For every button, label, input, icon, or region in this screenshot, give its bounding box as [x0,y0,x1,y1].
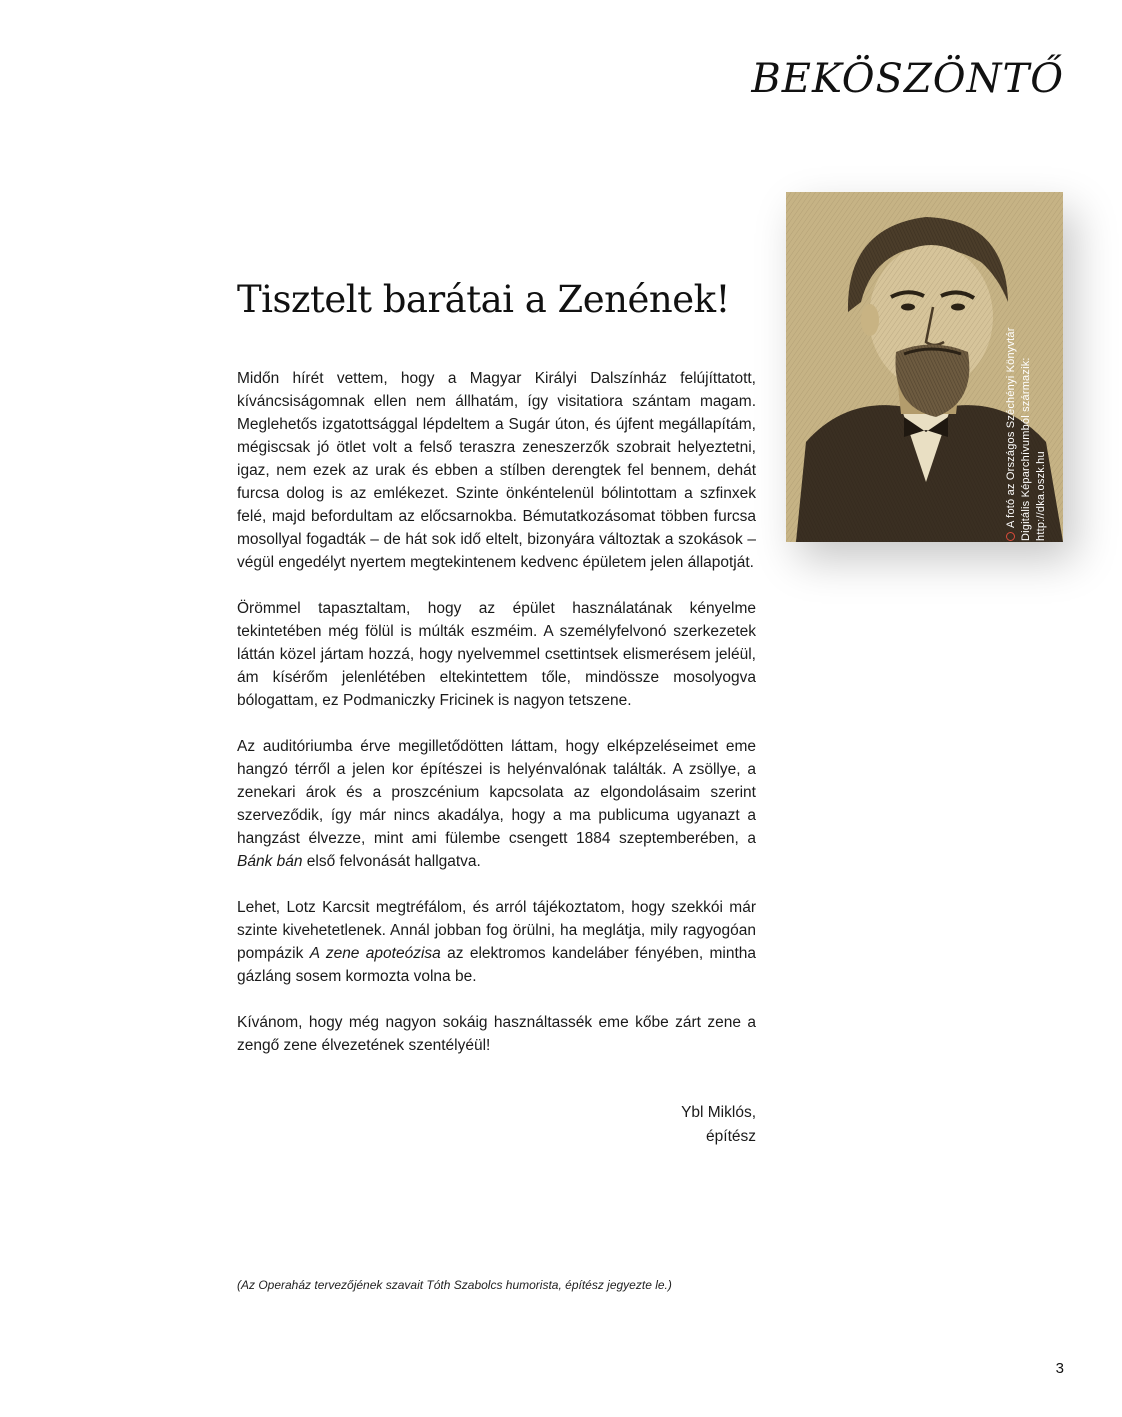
paragraph: Az auditóriumba érve megilletődötten láttam, hogy elképzeléseimet eme hangzó térről a jelen kor építészei is helyénvalónak találták. A zsöllye, a zenekari árok és a proszcénium kapcsolata az elgondolásaim szerint szerveződik, így már nincs akadálya, hogy a ma publicuma ugyanazt a hangzást élvezze, mint ami fülembe csengett 1884 szeptemberében, a Bánk bán első felvonását hallgatva. [237,738,756,870]
section-title: BEKÖSZÖNTŐ [751,56,1064,102]
signature-title: építész [706,1128,756,1145]
photo-credit-link: http://dka.oszk.hu [1035,451,1047,541]
credit-dot-icon [1006,532,1015,541]
photo-credit [1004,291,1049,541]
photo-credit-line: A fotó az Országos Széchényi Könyvtár [1004,291,1019,541]
letter-greeting: Tisztelt barátai a Zenének! [237,278,730,321]
signature-name: Ybl Miklós, [681,1104,756,1121]
signature [237,1101,756,1149]
paragraph: Midőn hírét vettem, hogy a Magyar Királyi Dalszínház felújíttatott, kíváncsiságomnak ellen nem állhatám, így visitatiora szántam magam. Meglehetős izgatottsággal lépdeltem a Sugár úton, és újfent megállapítám, mégiscsak jó ötlet volt a felső teraszra zeneszerzők szobrait helyeztetni, igaz, nem ezek az urak és ebben a stílben derengtek fel bennem, dehát furcsa dolog is az emlékezet. Szinte önkéntelenül bólintottam a szfinxek felé, majd befordultam az előcsarnokba. Bémutatkozásomat többen furcsa mosollyal fogadták – de hát sok idő eltelt, bizonyára változtak a szokások – végül engedélyt nyertem megtekintenem kedvenc épületem jelen állapotját. [237,370,756,571]
work-title: Bánk bán [237,853,303,870]
footnote: (Az Operaház tervezőjének szavait Tóth Szabolcs humorista, építész jegyezte le.) [237,1278,672,1292]
photo-credit-line: Digitális Képarchívumból származik: [1020,357,1032,541]
paragraph: Lehet, Lotz Karcsit megtréfálom, és arról tájékoztatom, hogy szekkói már szinte kivehetetlenek. Annál jobban fog örülni, ha meglátja, mily ragyogóan pompázik A zene apoteózisa az elektromos kandeláber fényében, mintha gázláng sosem kormozta volna be. [237,899,757,985]
page-number: 3 [1055,1360,1064,1377]
letter-body [237,367,756,1080]
paragraph: Örömmel tapasztaltam, hogy az épület használatának kényelme tekintetében még fölül is múlták eszméim. A személyfelvonó szerkezetek láttán közel jártam hozzá, hogy nyelvemmel csettintsek elismerésem jeléül, ám kísérőm jelenlétében eltekintettem tőle, mindössze mosolyogva bólogattam, ez Podmaniczky Fricinek is nagyon tetszene. [237,600,756,709]
work-title: A zene apoteózisa [309,945,441,962]
paragraph: Kívánom, hogy még nagyon sokáig használtassék eme kőbe zárt zene a zengő zene élvezetének szentélyéül! [237,1014,756,1054]
